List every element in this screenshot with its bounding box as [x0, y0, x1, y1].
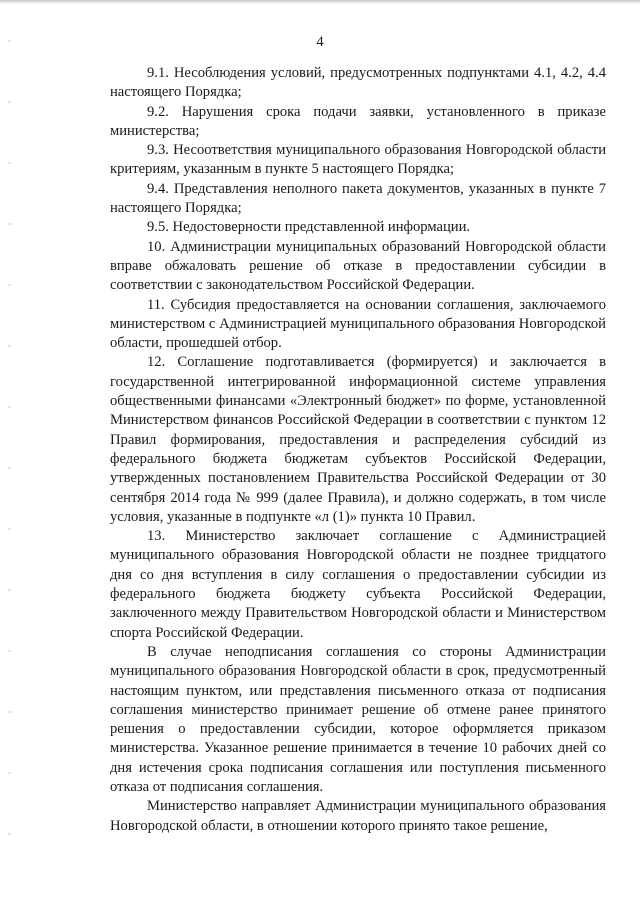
scan-top-edge [0, 0, 640, 4]
scan-margin-marks [8, 40, 11, 880]
paragraph-13: 13. Министерство заключает соглашение с Администрацией муниципального образования Новгородской области не позднее тридцатого дня со дня вступления в силу соглашения о предоставлении субсидии из федерального бюджета бюджету субъекта Российской Федерации, заключенного между Правительством Новгородской области и Министерством спорта Российской Федерации. [110, 528, 606, 641]
paragraph-13-non-signing: В случае неподписания соглашения со стороны Администрации муниципального образования Новгородской области в срок, предусмотренный настоящим пунктом, или представления письменного отказа от подписания соглашения министерство принимает решение об отмене ранее принятого решения о предоставлении субсидии, которое оформляется приказом министерства. Указанное решение принимается в течение 10 рабочих дней со дня истечения срока подписания соглашения или поступления письменного отказа от подписания соглашения. [110, 643, 606, 795]
document-body [110, 64, 606, 836]
paragraph-10: 10. Администрации муниципальных образований Новгородской области вправе обжаловать решение об отказе в предоставлении субсидии в соответствии с законодательством Российской Федерации. [110, 238, 606, 294]
paragraph-9-5: 9.5. Недостоверности представленной информации. [147, 219, 471, 236]
paragraph-12: 12. Соглашение подготавливается (формируется) и заключается в государственной интегрированной информационной системе управления общественными финансами «Электронный бюджет» по форме, установленной Министерством финансов Российской Федерации в соответствии с пунктом 12 Правил формирования, предоставления и распределения субсидий из федерального бюджета бюджетам субъектов Российской Федерации, утвержденных постановлением Правительства Российской Федерации от 30 сентября 2014 года № 999 (далее Правила), и должно содержать, в том числе условия, указанные в подпункте «л (1)» пункта 10 Правил. [110, 354, 606, 525]
paragraph-9-2: 9.2. Нарушения срока подачи заявки, установленного в приказе министерства; [110, 103, 606, 139]
paragraph-9-4: 9.4. Представления неполного пакета документов, указанных в пункте 7 настоящего Порядка; [110, 180, 606, 217]
paragraph-11: 11. Субсидия предоставляется на основании соглашения, заключаемого министерством с Администрацией муниципального образования Новгородской области, прошедшей отбор. [110, 296, 606, 352]
page-number: 4 [316, 34, 324, 50]
paragraph-9-1: 9.1. Несоблюдения условий, предусмотренных подпунктами 4.1, 4.2, 4.4 настоящего Порядка; [110, 65, 606, 101]
paragraph-9-3: 9.3. Несоответствия муниципального образования Новгородской области критериям, указанным в пункте 5 настоящего Порядка; [110, 142, 606, 178]
paragraph-13-notification: Министерство направляет Администрации муниципального образования Новгородской области, в отношении которого принято такое решение, [110, 798, 606, 834]
